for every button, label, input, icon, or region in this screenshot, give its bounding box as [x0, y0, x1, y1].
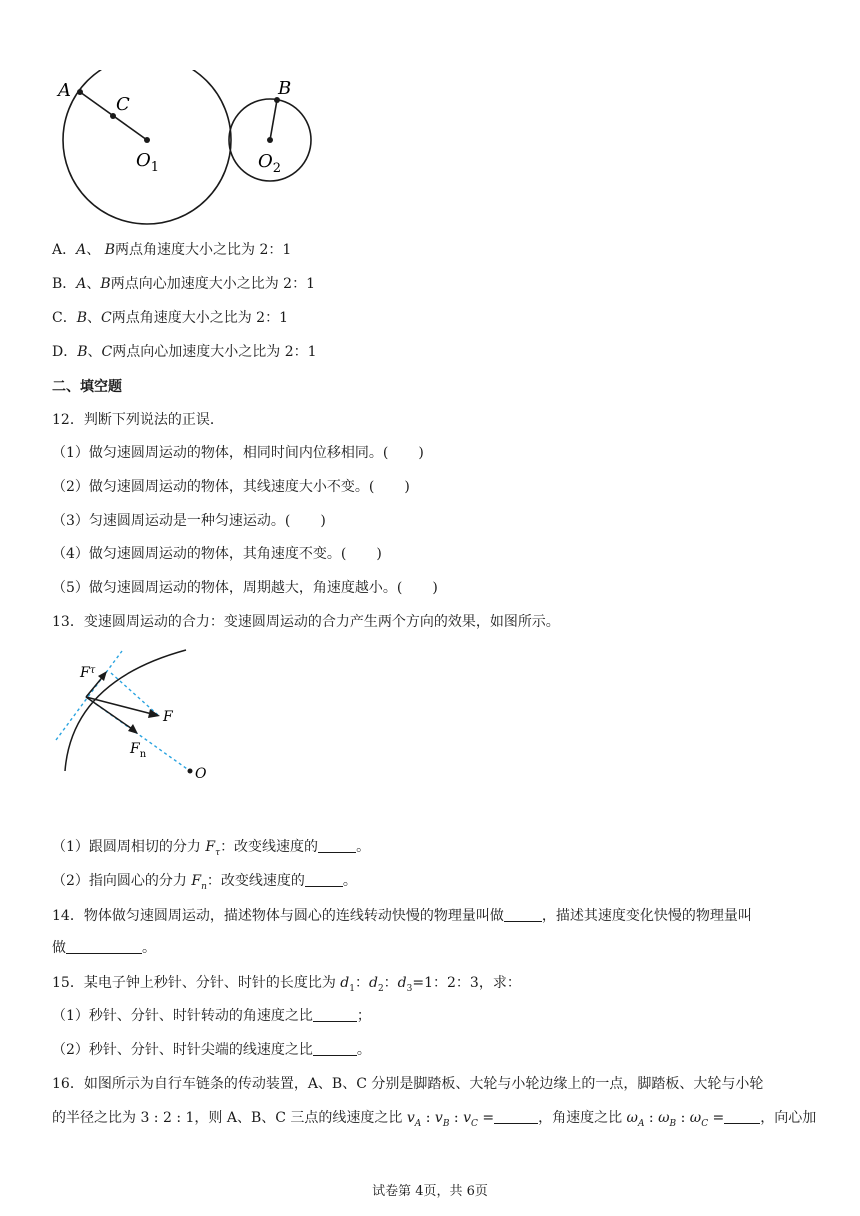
answer-blank[interactable] [313, 1007, 357, 1022]
label-fn: $F_n$ [130, 741, 147, 760]
point-o1 [144, 137, 150, 143]
q15-stem: 15．某电子钟上秒针、分针、时针的长度比为 $d_1$：$d_2$：$d_3=1$：2：3，求： [52, 975, 521, 994]
answer-blank[interactable] [724, 1109, 760, 1124]
label-a: A [58, 80, 71, 101]
two-circles-figure [50, 70, 330, 232]
q15-item-2: （2）秒针、分针、时针尖端的线速度之比 。 [52, 1042, 371, 1058]
large-circle [63, 70, 231, 224]
center-point [188, 769, 193, 774]
force-decomposition-figure [50, 645, 220, 785]
q13-item-1: （1）跟圆周相切的分力 $F_\tau$：改变线速度的 。 [52, 839, 371, 858]
answer-blank[interactable] [313, 1041, 357, 1056]
answer-blank[interactable] [504, 907, 542, 922]
option-c[interactable]: C．B、C两点角速度大小之比为 2：1 [52, 310, 288, 326]
f-arrowhead [148, 709, 160, 718]
option-a[interactable]: A．A、 B两点角速度大小之比为 2：1 [52, 242, 292, 258]
q12-item-3: （3）匀速圆周运动是一种匀速运动。( ) [52, 513, 326, 529]
option-d[interactable]: D．B、C两点向心加速度大小之比为 2：1 [52, 344, 317, 360]
q13-stem: 13．变速圆周运动的合力：变速圆周运动的合力产生两个方向的效果，如图所示。 [52, 614, 560, 630]
label-o: O [195, 766, 207, 782]
q13-item-2: （2）指向圆心的分力 $F_n$：改变线速度的 。 [52, 873, 357, 892]
section-title: 二、填空题 [52, 379, 122, 395]
answer-blank[interactable] [305, 872, 343, 887]
q16-line-1: 16．如图所示为自行车链条的传动装置，A、B、C 分别是脚踏板、大轮与小轮边缘上的一点，脚踏板、大轮与小轮 [52, 1076, 764, 1092]
option-b[interactable]: B．A、B两点向心加速度大小之比为 2：1 [52, 276, 315, 292]
label-f: F [163, 709, 173, 725]
answer-blank[interactable] [66, 939, 142, 954]
answer-blank[interactable] [494, 1109, 538, 1124]
label-o1: $O_1$ [136, 150, 160, 175]
point-a [77, 89, 83, 95]
q16-line-2: 的半径之比为 3 : 2 : 1，则 A、B、C 三点的线速度之比 $v_A$ : $v_B$ : $v_C$ = ，角速度之比 $\omega_A$ : $\omega_B$ : $\omega_C$ = ，向心加 [52, 1110, 817, 1129]
q15-item-1: （1）秒针、分针、时针转动的角速度之比 ； [52, 1008, 371, 1024]
q12-stem: 12．判断下列说法的正误． [52, 412, 224, 428]
fn-arrow [86, 697, 135, 731]
point-o2 [267, 137, 273, 143]
q14-line-1: 14．物体做匀速圆周运动，描述物体与圆心的连线转动快慢的物理量叫做 ，描述其速度变化快慢的物理量叫 [52, 908, 752, 924]
q12-item-5: （5）做匀速圆周运动的物体，周期越大，角速度越小。( ) [52, 580, 438, 596]
q12-item-1: （1）做匀速圆周运动的物体，相同时间内位移相同。( ) [52, 445, 424, 461]
answer-blank[interactable] [318, 838, 356, 853]
f-arrow [86, 697, 156, 715]
page-footer: 试卷第 4页，共 6页 [372, 1184, 488, 1199]
label-o2: $O_2$ [258, 151, 282, 176]
label-c: C [116, 94, 130, 115]
radius-o2-b [270, 100, 277, 140]
q12-item-4: （4）做匀速圆周运动的物体，其角速度不变。( ) [52, 546, 382, 562]
label-ft: $F^\tau$ [80, 665, 96, 681]
q14-line-2: 做 。 [52, 940, 156, 956]
fn-arrowhead [128, 724, 138, 734]
ft-arrowhead [98, 671, 107, 681]
q12-item-2: （2）做匀速圆周运动的物体，其线速度大小不变。( ) [52, 479, 410, 495]
label-b: B [278, 78, 292, 99]
